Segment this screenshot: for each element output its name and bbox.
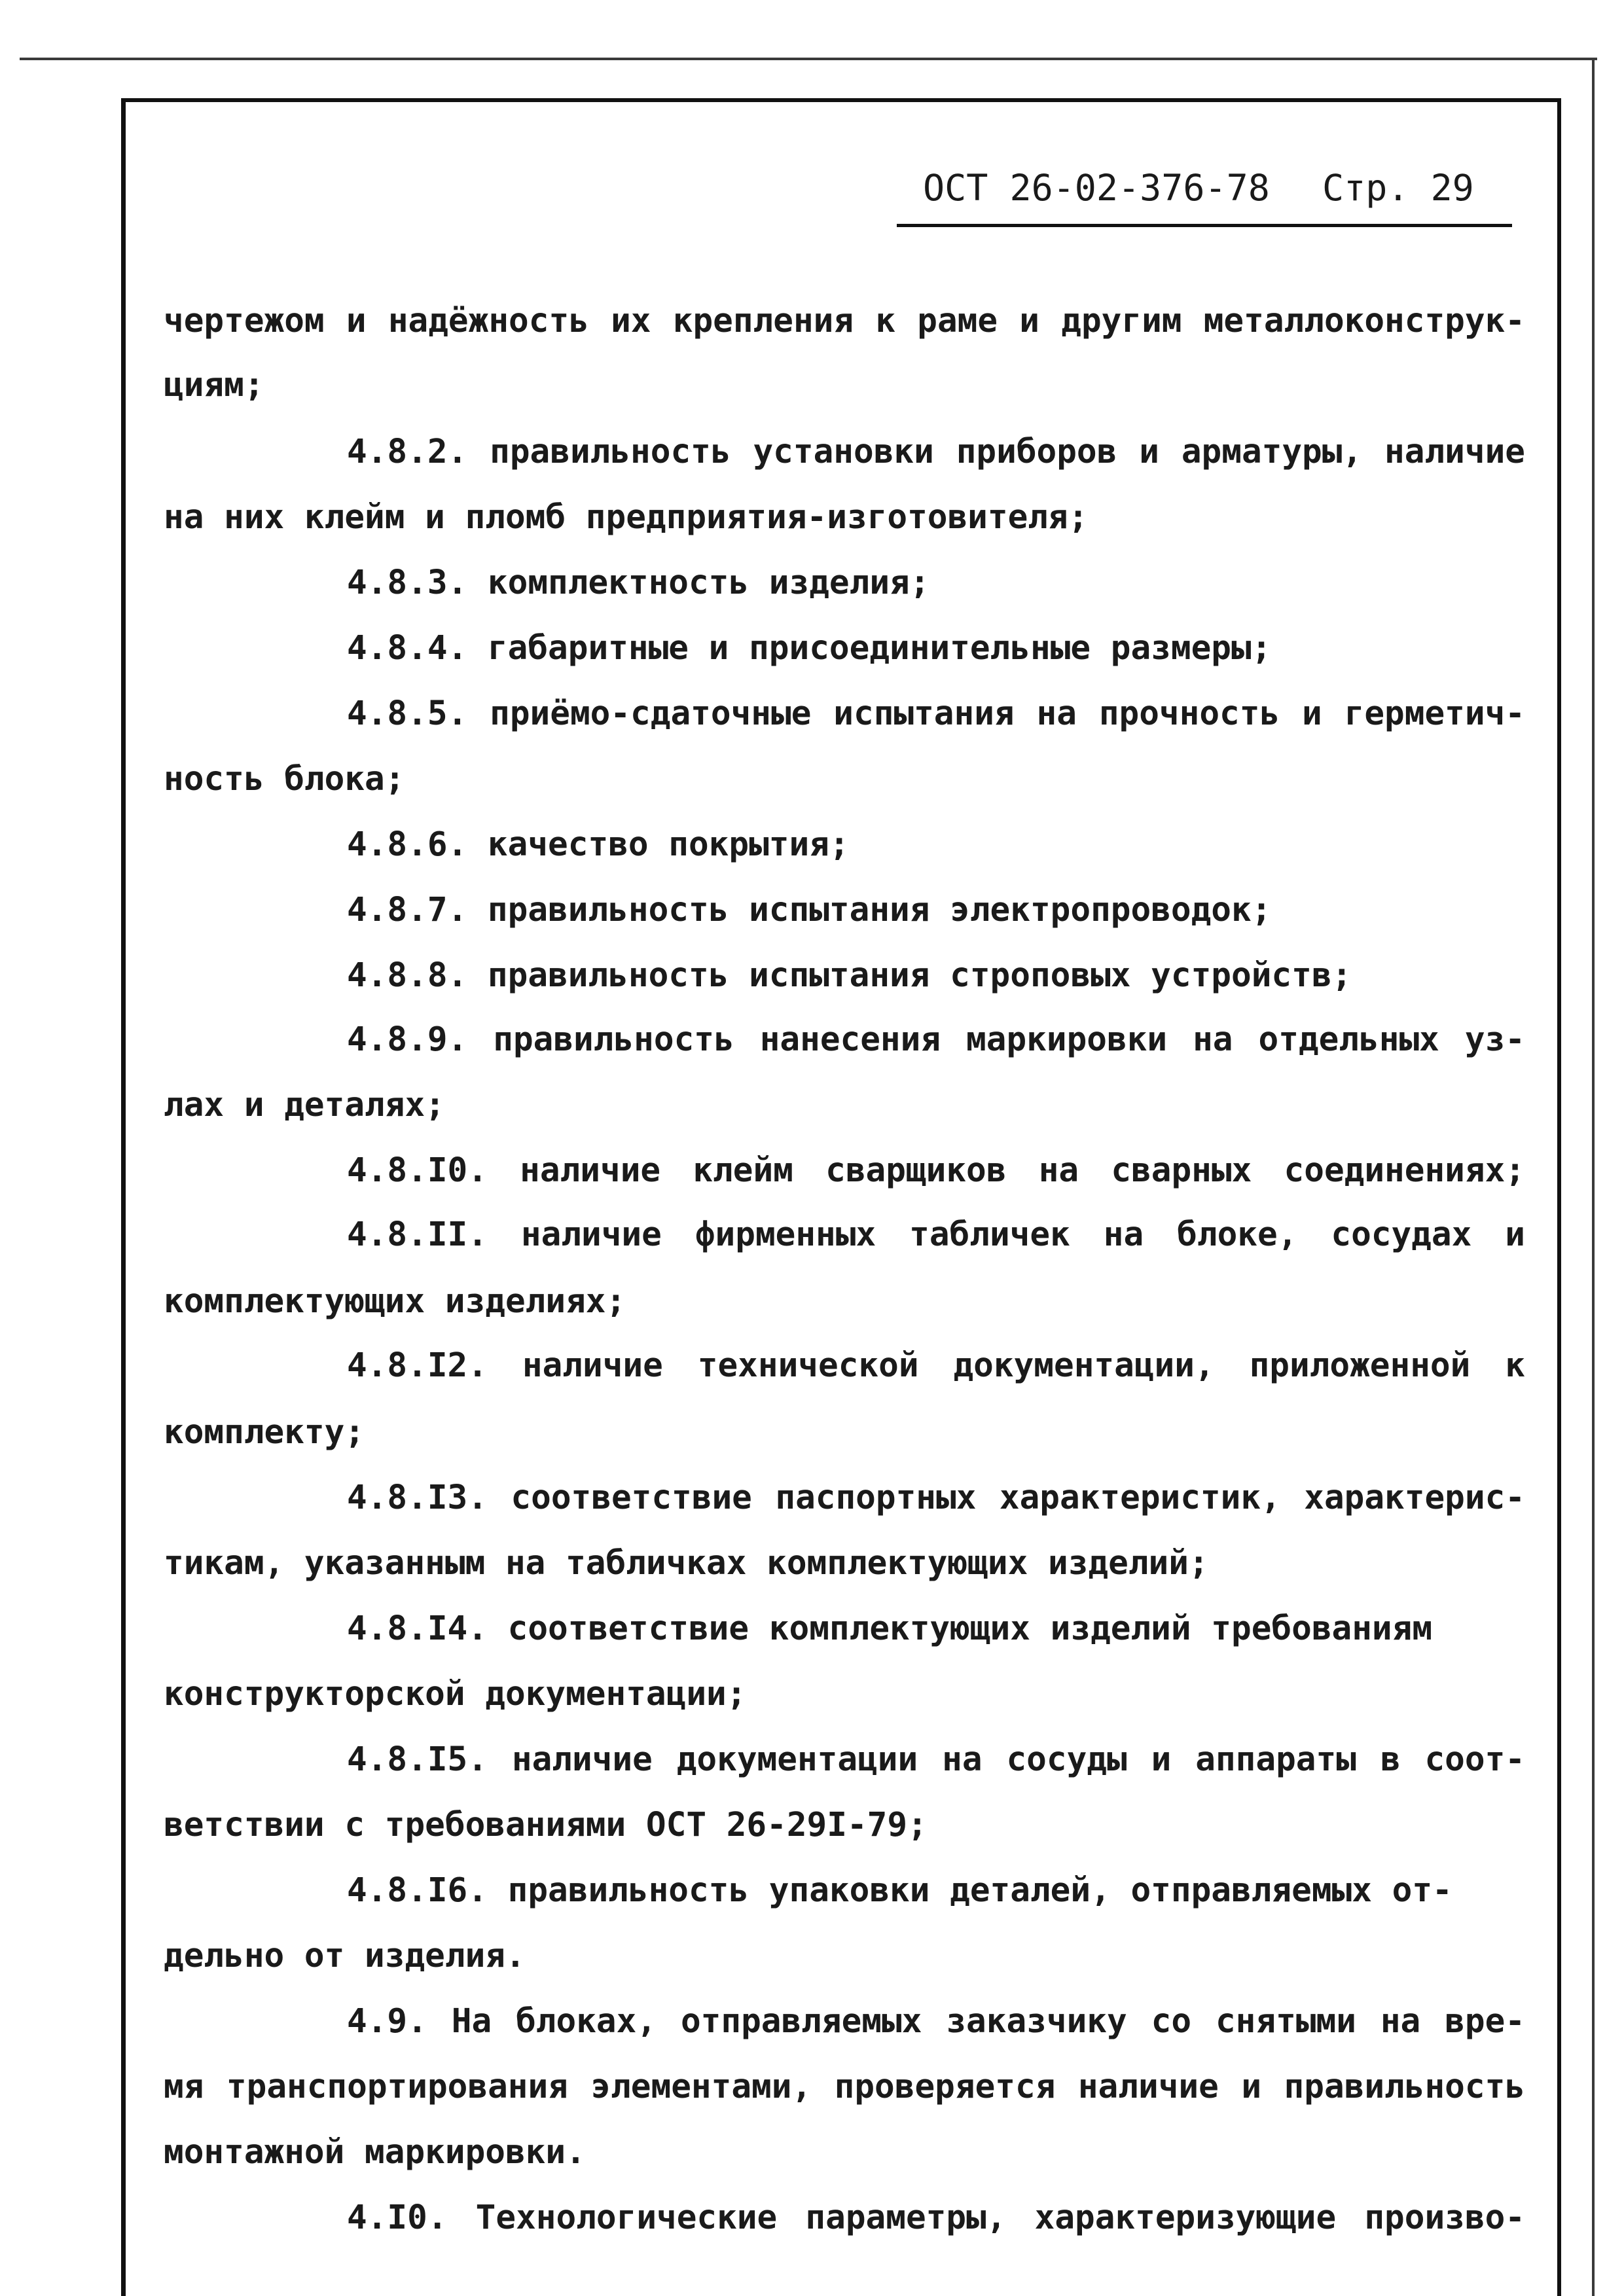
text-line: ветствии с требованиями ОСТ 26-29I-79;	[164, 1806, 928, 1844]
text-line: 4.8.I6. правильность упаковки деталей, отправляемых от-	[347, 1871, 1453, 1910]
text-line: 4.8.7. правильность испытания электропроводок;	[347, 891, 1272, 929]
text-line: 4.I0. Технологические параметры, характеризующие произво-	[347, 2198, 1525, 2237]
text-line: 4.8.5. приёмо-сдаточные испытания на прочность и герметич-	[347, 694, 1525, 733]
page-header	[897, 165, 1512, 227]
text-line: лах и деталях;	[164, 1086, 445, 1124]
document-code: ОСТ 26-02-376-78	[923, 167, 1270, 209]
text-line: 4.8.4. габаритные и присоединительные размеры;	[347, 629, 1272, 668]
text-line: комплектующих изделиях;	[164, 1282, 626, 1321]
scan-right-edge-line	[1592, 58, 1595, 2296]
text-line: на них клейм и пломб предприятия-изготовителя;	[164, 498, 1089, 537]
text-line: чертежом и надёжность их крепления к раме и другим металлоконструк-	[164, 302, 1525, 340]
text-line: циям;	[164, 366, 264, 404]
text-line: 4.8.II. наличие фирменных табличек на блоке, сосудах и	[347, 1215, 1525, 1254]
text-line: 4.8.I4. соответствие комплектующих изделий требованиям	[347, 1609, 1433, 1648]
page-number: Стр. 29	[1322, 167, 1474, 209]
text-line: 4.8.I2. наличие технической документации, приложенной к	[347, 1346, 1525, 1385]
text-line: монтажной маркировки.	[164, 2133, 586, 2172]
text-line: комплекту;	[164, 1413, 365, 1452]
text-line: мя транспортирования элементами, проверяется наличие и правильность	[164, 2068, 1525, 2106]
text-line: 4.8.9. правильность нанесения маркировки на отдельных уз-	[347, 1020, 1525, 1059]
text-line: 4.9. На блоках, отправляемых заказчику со снятыми на вре-	[347, 2002, 1525, 2041]
text-line: 4.8.I5. наличие документации на сосуды и аппараты в соот-	[347, 1740, 1525, 1779]
text-line: 4.8.6. качество покрытия;	[347, 825, 850, 864]
text-line: 4.8.I3. соответствие паспортных характеристик, характерис-	[347, 1479, 1525, 1517]
scan-top-edge-line	[20, 58, 1597, 60]
text-line: дельно от изделия.	[164, 1937, 526, 1975]
text-line: конструкторской документации;	[164, 1675, 747, 1713]
text-line: 4.8.2. правильность установки приборов и арматуры, наличие	[347, 433, 1525, 471]
text-line: 4.8.3. комплектность изделия;	[347, 564, 930, 602]
text-line: 4.8.I0. наличие клейм сварщиков на сварных соединениях;	[347, 1151, 1525, 1190]
text-line: 4.8.8. правильность испытания строповых устройств;	[347, 956, 1352, 995]
text-line: тикам, указанным на табличках комплектующих изделий;	[164, 1544, 1209, 1583]
text-line: ность блока;	[164, 760, 405, 798]
